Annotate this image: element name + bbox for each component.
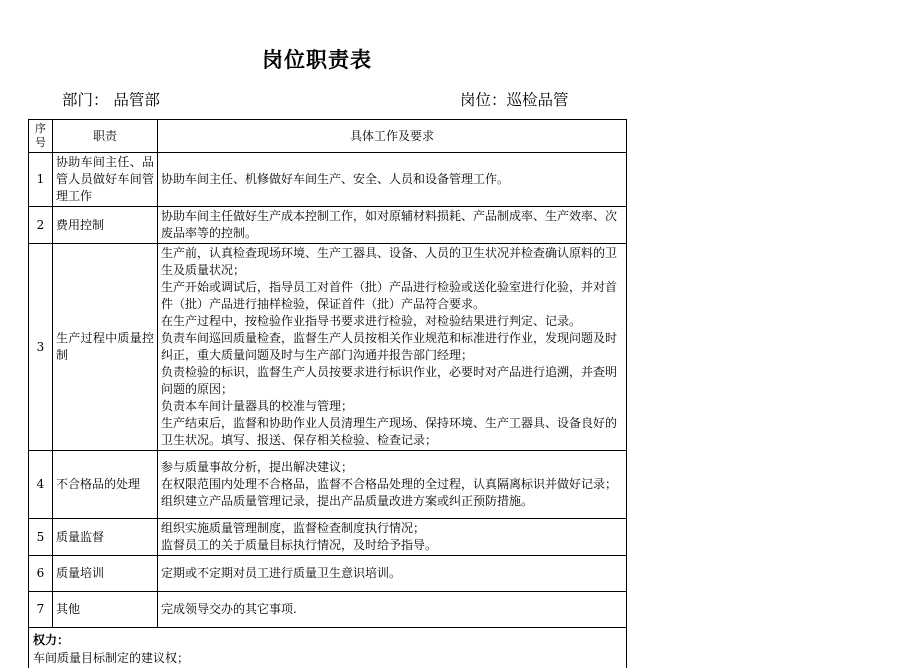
- row-number: 2: [29, 207, 53, 244]
- row-number: 5: [29, 519, 53, 556]
- table-header-row: [29, 120, 627, 153]
- row-detail: 组织实施质量管理制度，监督检查制度执行情况； 监督员工的关于质量目标执行情况，及时给予指导。: [158, 519, 627, 556]
- row-duty: 协助车间主任、品管人员做好车间管理工作: [53, 153, 158, 207]
- row-number: 6: [29, 556, 53, 592]
- department-label: 部门： 品管部: [62, 91, 160, 109]
- table-row: [29, 451, 627, 519]
- row-detail: 参与质量事故分析，提出解决建议； 在权限范围内处理不合格品，监督不合格品处理的全过程，认真隔离标识并做好记录； 组织建立产品质量管理记录，提出产品质量改进方案或纠正预防措施。: [158, 451, 627, 519]
- position-label: 岗位：巡检品管: [460, 91, 569, 109]
- row-number: 4: [29, 451, 53, 519]
- table-row: [29, 153, 627, 207]
- row-detail: 生产前，认真检查现场环境、生产工器具、设备、人员的卫生状况并检查确认原料的卫生及质量状况； 生产开始或调试后，指导员工对首件（批）产品进行检验或送化验室进行化验，并对首件（批）产品进行抽样检验，保证首件（批）产品符合要求。 在生产过程中，按检验作业指导书要求进行检验，对检验结果进行判定、记录。 负责车间巡回质量检查，监督生产人员按相关作业规范和标准进行作业，发现问题及时纠正，重大质量问题及时与生产部门沟通并报告部门经理； 负责检验的标识，监督生产人员按要求进行标识作业，必要时对产品进行追溯，并查明问题的原因； 负责本车间计量器具的校准与管理； 生产结束后，监督和协助作业人员清理生产现场、保持环境、生产工器具、设备良好的卫生状况。填写、报送、保存相关检验、检查记录；: [158, 244, 627, 451]
- power-label: 权力：: [33, 633, 70, 647]
- power-cell: [29, 628, 627, 668]
- row-duty: 费用控制: [53, 207, 158, 244]
- header-detail: 具体工作及要求: [158, 120, 627, 153]
- row-duty: 不合格品的处理: [53, 451, 158, 519]
- row-duty: 生产过程中质量控制: [53, 244, 158, 451]
- table-row: [29, 519, 627, 556]
- page-title: 岗位职责表: [262, 48, 372, 72]
- row-duty: 其他: [53, 592, 158, 628]
- row-duty: 质量培训: [53, 556, 158, 592]
- header-no: 序号: [29, 120, 53, 153]
- row-detail: 定期或不定期对员工进行质量卫生意识培训。: [158, 556, 627, 592]
- table-row: [29, 244, 627, 451]
- table-row: [29, 207, 627, 244]
- table-row: [29, 592, 627, 628]
- table-row: [29, 556, 627, 592]
- row-detail: 协助车间主任、机修做好车间生产、安全、人员和设备管理工作。: [158, 153, 627, 207]
- power-section: [29, 628, 627, 668]
- row-number: 1: [29, 153, 53, 207]
- row-number: 7: [29, 592, 53, 628]
- row-duty: 质量监督: [53, 519, 158, 556]
- row-detail: 完成领导交办的其它事项.: [158, 592, 627, 628]
- header-duty: 职责: [53, 120, 158, 153]
- power-item: 车间质量目标制定的建议权；: [33, 651, 190, 665]
- row-number: 3: [29, 244, 53, 451]
- row-detail: 协助车间主任做好生产成本控制工作，如对原辅材料损耗、产品制成率、生产效率、次废品率等的控制。: [158, 207, 627, 244]
- duty-table: [28, 119, 627, 668]
